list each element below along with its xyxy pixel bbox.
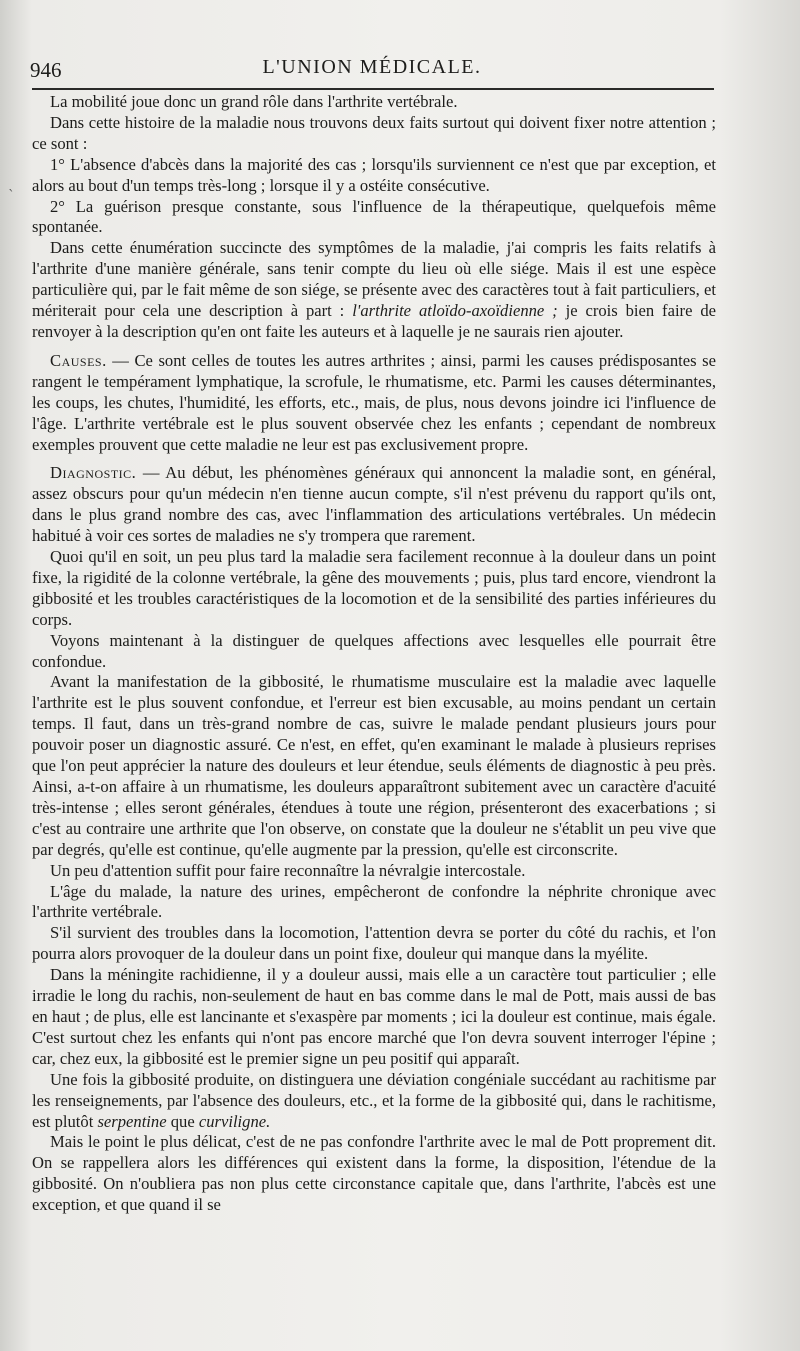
paragraph: S'il survient des troubles dans la locomotion, l'attention devra se porter du côté du rachis, et l'on pourra alors provoquer de la douleur dans un point fixe, douleur qui manque dans la myélite.	[32, 923, 716, 964]
paragraph: Quoi qu'il en soit, un peu plus tard la maladie sera facilement reconnue à la douleur dans un point fixe, la rigidité de la colonne vertébrale, la gêne des mouvements ; puis, plus tard encore, viendront la gibbosité et les troubles caractéristiques de la locomotion et de la sensibilité des parties inférieures du corps.	[32, 547, 716, 629]
paragraph: Dans la méningite rachidienne, il y a douleur aussi, mais elle a un caractère tout particulier ; elle irradie le long du rachis, non-seulement de haut en bas comme dans le mal de Pott, mais aussi de bas en haut ; de plus, elle est lancinante et s'exaspère par moments ; ici la douleur est continue, mais égale. C'est surtout chez les enfants qui n'ont pas encore marché que l'on devra souvent interroger l'épine ; car, chez eux, la gibbosité est le premier signe un peu positif qui apparaît.	[32, 965, 716, 1068]
paragraph: Dans cette histoire de la maladie nous trouvons deux faits surtout qui doivent fixer notre attention ; ce sont :	[32, 112, 716, 153]
page-header	[30, 52, 714, 82]
paragraph: Dans cette énumération succincte des symptômes de la maladie, j'ai compris les faits relatifs à l'arthrite d'une manière générale, sans tenir compte du lieu où elle siége. Mais il est une espèce particulière qui, par le fait même de son siége, se présente avec des caractères tout à fait particuliers, et mériterait pour cela une description à part : l'arthrite atloïdo-axoïdienne ; je crois bien faire de renvoyer à la description qu'en ont faite les auteurs et à laquelle je ne saurais rien ajouter.	[32, 238, 716, 341]
paragraph-causes: Causes. — Ce sont celles de toutes les autres arthrites ; ainsi, parmi les causes prédisposantes se rangent le tempérament lymphatique, la scrofule, le rhumatisme, etc. Parmi les causes déterminantes, les coups, les chutes, l'humidité, les efforts, etc., mais, de plus, nous devons joindre ici l'influence de l'âge. L'arthrite vertébrale est le plus souvent observée chez les enfants ; cependant de nombreux exemples prouvent que cette maladie ne leur est pas exclusivement propre.	[32, 350, 716, 454]
paragraph: 2° La guérison presque constante, sous l'influence de la thérapeutique, quelquefois même spontanée.	[32, 196, 716, 237]
paragraph: Mais le point le plus délicat, c'est de ne pas confondre l'arthrite avec le mal de Pott proprement dit. On se rappellera alors les différences qui existent dans la forme, la disposition, l'étendue de la gibbosité. On n'oubliera pas non plus cette circonstance capitale que, dans l'arthrite, l'abcès est une exception, et que quand il se	[32, 1132, 716, 1215]
paragraph: Voyons maintenant à la distinguer de quelques affections avec lesquelles elle pourrait être confondue.	[32, 630, 716, 671]
paragraph: 1° L'absence d'abcès dans la majorité des cas ; lorsqu'ils surviennent ce n'est que par exception, et alors au bout d'un temps très-long ; lorsque il y a ostéite consécutive.	[32, 154, 716, 195]
paragraph: L'âge du malade, la nature des urines, empêcheront de confondre la néphrite chronique avec l'arthrite vertébrale.	[32, 881, 716, 922]
margin-mark: `	[8, 188, 15, 204]
header-rule	[32, 88, 714, 90]
paragraph: Avant la manifestation de la gibbosité, le rhumatisme musculaire est la maladie avec laquelle l'arthrite est le plus souvent confondue, et l'erreur est bien excusable, au moins pendant un certain temps. Il faut, dans un très-grand nombre de cas, suivre le malade pendant plusieurs jours pour pouvoir poser un diagnostic assuré. Ce n'est, en effet, qu'en examinant le malade à plusieurs reprises que l'on peut apprécier la nature des douleurs et leur étendue, seuls éléments de diagnostic à peu près. Ainsi, a-t-on affaire à un rhumatisme, les douleurs apparaîtront subitement avec un caractère d'acuité très-intense ; elles seront générales, étendues à toute une région, présenteront des exacerbations ; si c'est au contraire une arthrite que l'on observe, on constate que la douleur ne s'établit un peu vive que par degrés, qu'elle est continue, qu'elle augmente par la pression, qu'elle est circonscrite.	[32, 672, 716, 859]
paragraph: Un peu d'attention suffit pour faire reconnaître la névralgie intercostale.	[50, 860, 526, 880]
page-number: 946	[30, 58, 62, 82]
section-heading: Causes.	[50, 350, 107, 370]
paragraph-diagnostic: Diagnostic. — Au début, les phénomènes généraux qui annoncent la maladie sont, en général, assez obscurs pour qu'un médecin n'en tienne aucun compte, s'il n'est prévenu du rapport qu'ils ont, dans le plus grand nombre des cas, avec l'inflammation des articulations vertébrales. Un médecin habitué à voir ces sortes de maladies ne s'y trompera que rarement.	[32, 463, 716, 546]
paragraph: La mobilité joue donc un grand rôle dans l'arthrite vertébrale.	[50, 92, 458, 111]
section-heading: Diagnostic.	[50, 463, 137, 483]
article-body	[32, 92, 716, 1216]
paragraph: Une fois la gibbosité produite, on distinguera une déviation congéniale succédant au rachitisme par les renseignements, par l'absence des douleurs, etc., et la forme de la gibbosité qui, dans le rachitisme, est plutôt serpentine que curviligne.	[32, 1069, 716, 1131]
running-title: L'UNION MÉDICALE.	[262, 56, 482, 78]
